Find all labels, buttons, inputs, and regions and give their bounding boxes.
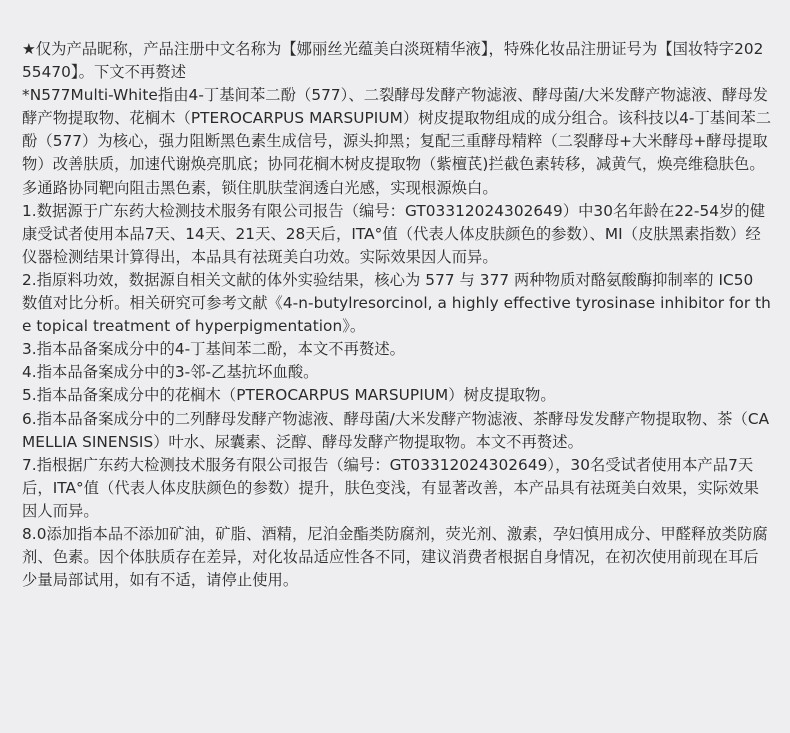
footnote-3: 3.指本品备案成分中的4-丁基间苯二酚，本文不再赘述。 [22,340,406,359]
footnote-6: 6.指本品备案成分中的二列酵母发酵产物滤液、酵母菌/大米发酵产物滤液、茶酵母发发酵产物提取物、茶（CAMELLIA SINENSIS）叶水、尿囊素、泛醇、酵母发酵产物提取物。本文不再赘述。 [22,409,770,451]
technology-note: *N577Multi-White指由4-丁基间苯二酚（577）、二裂酵母发酵产物滤液、酵母菌/大米发酵产物滤液、酵母发酵产物提取物、花榈木（PTEROCARPUS MARSUPIUM）树皮提取物组成的成分组合。该科技以4-丁基间苯二酚（577）为核心，强力阻断黑色素生成信号，源头抑黑；复配三重酵母精粹（二裂酵母+大米酵母+酵母提取物）改善肤质，加速代谢焕亮肌底；协同花榈木树皮提取物（紫檀芪)拦截色素转移，减黄气，焕亮维稳肤色。多通路协同靶向阻击黑色素，锁住肌肤莹润透白光感，实现根源焕白。 [22,86,772,197]
footnote-4: 4.指本品备案成分中的3-邻-乙基抗坏血酸。 [22,363,319,382]
footnote-5: 5.指本品备案成分中的花榈木（PTEROCARPUS MARSUPIUM）树皮提取物。 [22,386,556,405]
footnote-7: 7.指根据广东药大检测技术服务有限公司报告（编号：GT03312024302649），30名受试者使用本产品7天后，ITA°值（代表人体皮肤颜色的参数）提升，肤色变浅，有显著改善，本产品具有祛斑美白效果，实际效果因人而异。 [22,455,759,520]
footnote-8: 8.0添加指本品不添加矿油，矿脂、酒精，尼泊金酯类防腐剂，荧光剂、激素，孕妇慎用成分、甲醛释放类防腐剂、色素。因个体肤质存在差异，对化妆品适应性各不同，建议消费者根据自身情况，在初次使用前现在耳后少量局部试用，如有不适，请停止使用。 [22,524,768,590]
footnote-2: 2.指原料功效，数据源自相关文献的体外实验结果，核心为 577 与 377 两种物质对酪氨酸酶抑制率的 IC50 数值对比分析。相关研究可参考文献《4-n-butylresorcinol, a highly effective tyrosinase inhibitor for the topical treatment of hyperpigmentation》。 [22,270,771,336]
footnote-1: 1.数据源于广东药大检测技术服务有限公司报告（编号：GT03312024302649）中30名年龄在22-54岁的健康受试者使用本品7天、14天、21天、28天后，ITA°值（代表人体皮肤颜色的参数）、MI（皮肤黑素指数）经仪器检测结果计算得出，本品具有祛斑美白功效。实际效果因人而异。 [22,201,766,266]
product-name-note: ★仅为产品昵称，产品注册中文名称为【娜丽丝光蕴美白淡斑精华液】，特殊化妆品注册证号为【国妆特字20255470】。下文不再赘述 [22,40,764,82]
